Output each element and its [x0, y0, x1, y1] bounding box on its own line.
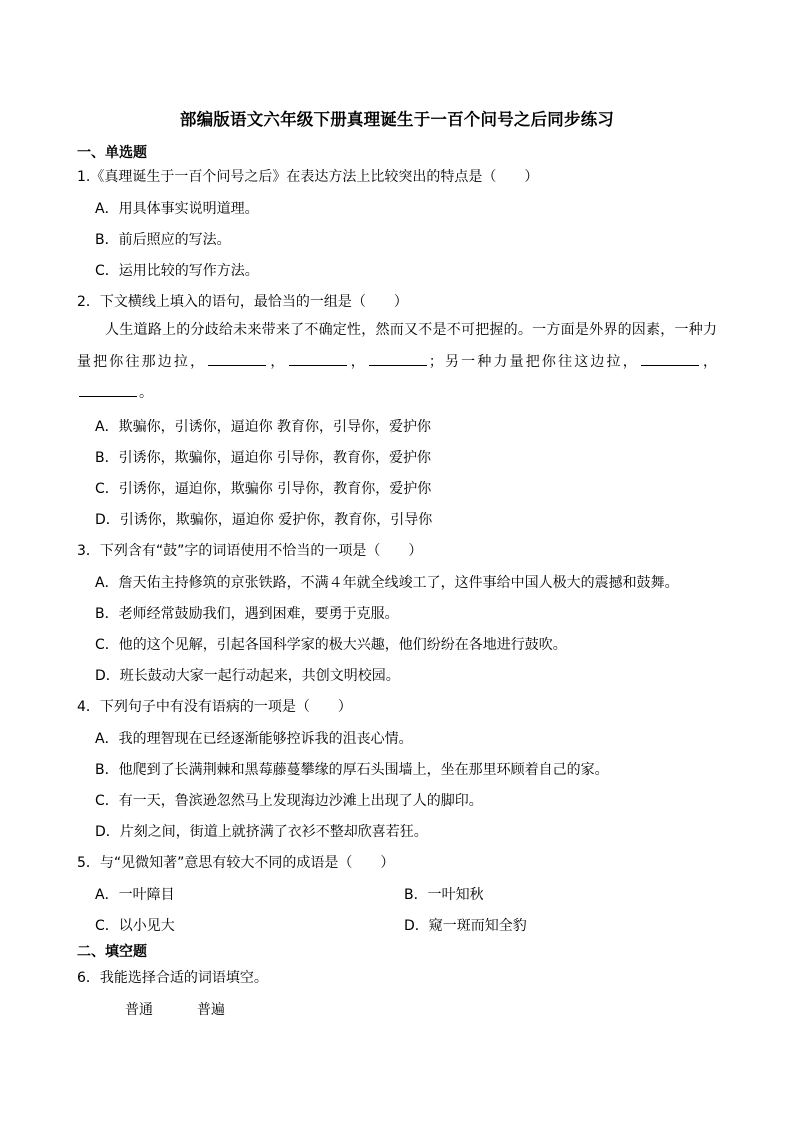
question-5-option-a: A．一叶障目: [95, 887, 175, 903]
question-2-option-c: C．引诱你，逼迫你，欺骗你 引导你，教育你，爱护你: [95, 481, 432, 497]
question-1-option-b: B．前后照应的写法。: [95, 232, 231, 248]
passage-sep-3: ，: [700, 353, 718, 370]
question-5-option-c: C．以小见大: [95, 918, 175, 934]
question-2-passage: [77, 315, 717, 410]
passage-sep-1: ，: [268, 353, 287, 370]
question-3-option-d: D．班长鼓动大家一起行动起来，共创文明校园。: [95, 668, 400, 684]
question-4-option-c: C．有一天，鲁滨逊忽然马上发现海边沙滩上出现了人的脚印。: [95, 793, 483, 809]
blank-4[interactable]: [641, 351, 699, 366]
question-6-stem: 6．我能选择合适的词语填空。: [77, 970, 268, 986]
question-3-option-a: A．詹天佑主持修筑的京张铁路，不满４年就全线竣工了，这件事给中国人极大的震撼和鼓舞。: [95, 575, 679, 591]
passage-text-mid: ；另一种力量把你往这边拉，: [428, 353, 639, 370]
question-3-option-b: B．老师经常鼓励我们，遇到困难，要勇于克服。: [95, 606, 399, 622]
blank-3[interactable]: [369, 351, 427, 366]
question-3-option-c: C．他的这个见解，引起各国科学家的极大兴趣，他们纷纷在各地进行鼓吹。: [95, 637, 567, 653]
blank-2[interactable]: [289, 351, 347, 366]
question-1-stem: 1.《真理诞生于一百个问号之后》在表达方法上比较突出的特点是（ ）: [77, 169, 539, 185]
question-4-stem: 4．下列句子中有没有语病的一项是（ ）: [77, 699, 352, 715]
passage-end: 。: [139, 385, 153, 401]
word-choice-1: 普通: [125, 1002, 153, 1018]
blank-1[interactable]: [208, 351, 266, 366]
question-2-option-b: B．引诱你，欺骗你，逼迫你 引导你，教育你，爱护你: [95, 450, 432, 466]
question-5-stem: 5．与“见微知著”意思有较大不同的成语是（ ）: [77, 855, 395, 871]
question-5-option-b: B．一叶知秋: [404, 887, 484, 903]
question-5-option-d: D．窥一斑而知全豹: [404, 918, 527, 934]
section-heading-single-choice: 一、单选题: [77, 145, 147, 161]
question-4-option-a: A．我的理智现在已经逐渐能够控诉我的沮丧心情。: [95, 731, 413, 747]
section-heading-fill-blank: 二、填空题: [77, 944, 147, 960]
passage-sep-2: ，: [348, 353, 367, 370]
blank-5[interactable]: [79, 382, 137, 397]
question-1-option-c: C．运用比较的写作方法。: [95, 263, 259, 279]
question-4-option-d: D．片刻之间，街道上就挤满了衣衫不整却欣喜若狂。: [95, 824, 428, 840]
passage-text-1: 人生道路上的分歧给未来带来了不确定性，然而又不是不可把握的。一方面是外界的因素，一种力量把你往那边拉，: [77, 322, 717, 370]
question-2-stem: 2．下文横线上填入的语句，最恰当的一组是（ ）: [77, 294, 408, 310]
word-choice-2: 普遍: [197, 1002, 225, 1018]
page-title: 部编版语文六年级下册真理诞生于一百个问号之后同步练习: [179, 110, 615, 129]
question-2-option-a: A．欺骗你，引诱你，逼迫你 教育你，引导你，爱护你: [95, 419, 432, 435]
question-2-option-d: D．引诱你，欺骗你，逼迫你 爱护你，教育你，引导你: [95, 512, 433, 528]
question-1-option-a: A．用具体事实说明道理。: [95, 201, 259, 217]
question-4-option-b: B．他爬到了长满荆棘和黑莓藤蔓攀缘的厚石头围墙上，坐在那里环顾着自己的家。: [95, 762, 609, 778]
question-3-stem: 3．下列含有“鼓”字的词语使用不恰当的一项是（ ）: [77, 543, 423, 559]
